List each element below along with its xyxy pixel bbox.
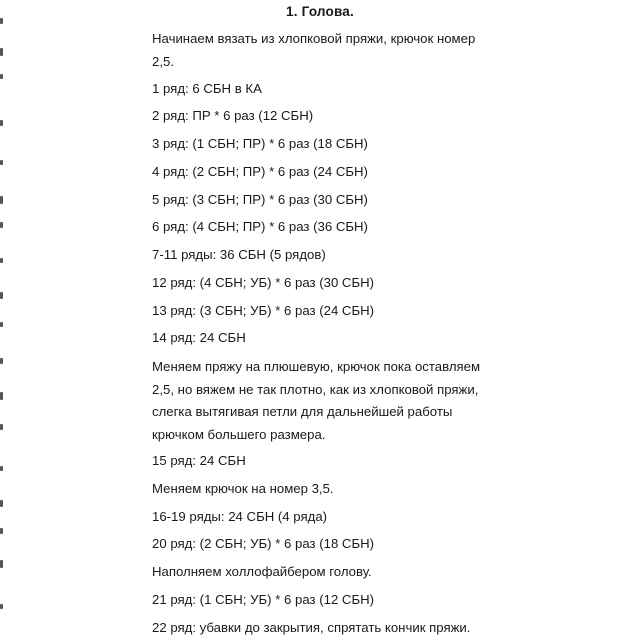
rows-7-11: 7-11 ряды: 36 СБН (5 рядов) [152, 247, 326, 262]
row-20: 20 ряд: (2 СБН; УБ) * 6 раз (18 СБН) [152, 536, 375, 551]
paragraph-intro: Начинаем вязать из хлопковой пряжи, крючок номер 2,5. [152, 31, 476, 69]
paragraph-change-yarn: Меняем пряжу на плюшевую, крючок пока оставляем 2,5, но вяжем не так плотно, как из хлопковой пряжи, слегка вытягивая петли для дальнейшей работы крючком большего размера. [152, 359, 481, 442]
row-1: 1 ряд: 6 СБН в КА [152, 81, 262, 96]
paragraph-stuffing: Наполняем холлофайбером голову. [152, 564, 372, 579]
row-12: 12 ряд: (4 СБН; УБ) * 6 раз (30 СБН) [152, 275, 375, 290]
row-2: 2 ряд: ПР * 6 раз (12 СБН) [152, 108, 314, 123]
row-22: 22 ряд: убавки до закрытия, спрятать кончик пряжи. [152, 620, 471, 635]
row-5: 5 ряд: (3 СБН; ПР) * 6 раз (30 СБН) [152, 192, 368, 207]
row-13: 13 ряд: (3 СБН; УБ) * 6 раз (24 СБН) [152, 303, 375, 318]
row-3: 3 ряд: (1 СБН; ПР) * 6 раз (18 СБН) [152, 136, 368, 151]
row-6: 6 ряд: (4 СБН; ПР) * 6 раз (36 СБН) [152, 219, 368, 234]
row-15: 15 ряд: 24 СБН [152, 453, 246, 468]
row-4: 4 ряд: (2 СБН; ПР) * 6 раз (24 СБН) [152, 164, 368, 179]
rows-16-19: 16-19 ряды: 24 СБН (4 ряда) [152, 509, 328, 524]
section-title: 1. Голова. [286, 4, 354, 19]
left-edge-artifacts [0, 0, 8, 640]
row-14: 14 ряд: 24 СБН [152, 330, 246, 345]
row-21: 21 ряд: (1 СБН; УБ) * 6 раз (12 СБН) [152, 592, 375, 607]
paragraph-change-hook: Меняем крючок на номер 3,5. [152, 481, 334, 496]
